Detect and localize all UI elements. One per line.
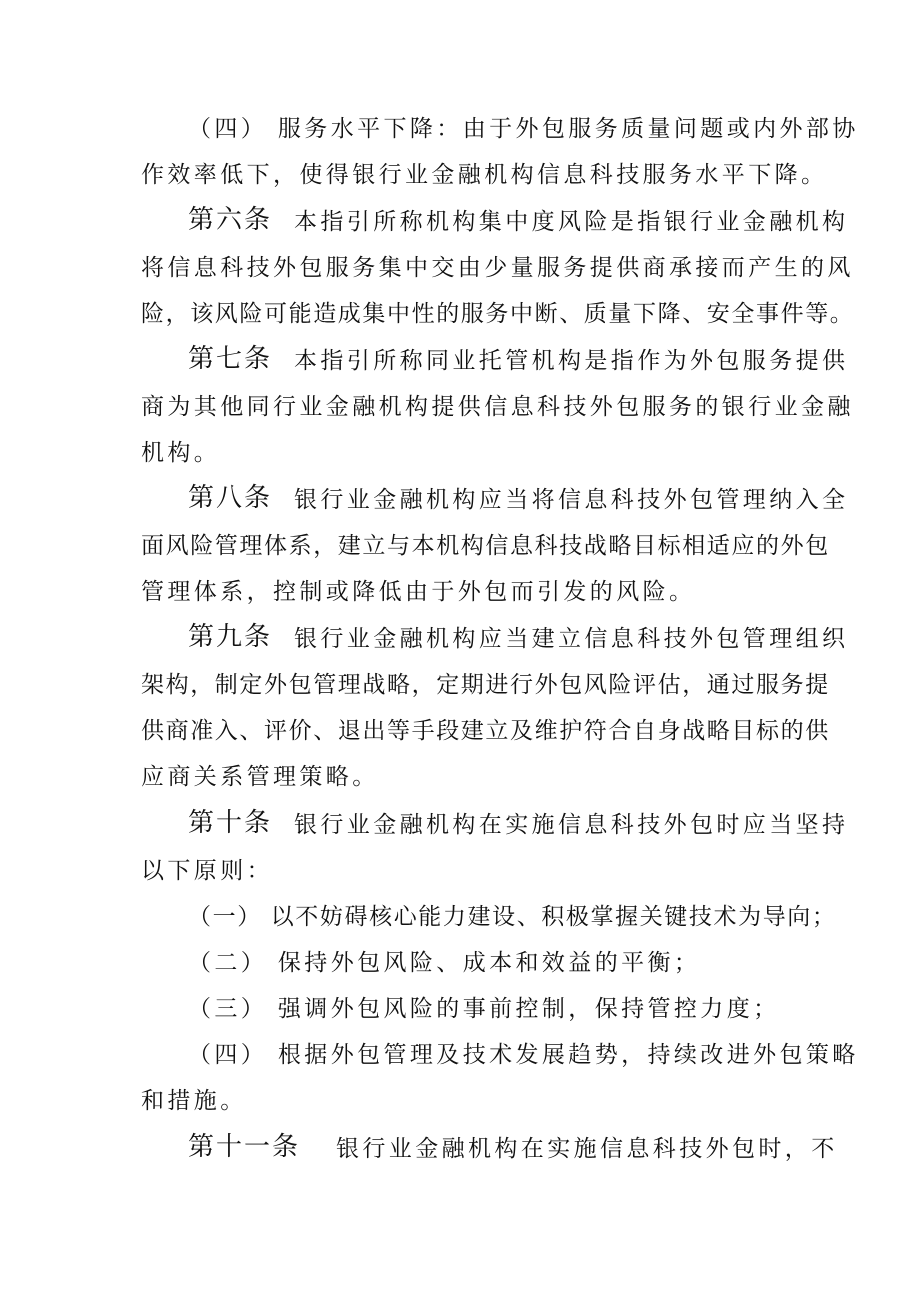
principle-4-line-1: （四） 根据外包管理及技术发展趋势，持续改进外包策略 [188,1042,859,1068]
principle-4-line-2: 和措施。 [141,1088,247,1114]
article-9-line-4: 应商关系管理策略。 [141,764,379,790]
principle-1: （一） 以不妨碍核心能力建设、积极掌握关键技术为导向； [188,904,837,930]
article-7-line-2: 商为其他同行业金融机构提供信息科技外包服务的银行业金融 [141,394,854,420]
article-7-line-1: 本指引所称同业托管机构是指作为外包服务提供 [294,348,849,374]
article-11-line-1: 银行业金融机构在实施信息科技外包时，不 [336,1136,838,1162]
article-6-heading: 第六条 [188,205,273,235]
principle-2: （二） 保持外包风险、成本和效益的平衡； [188,950,701,976]
item-4-line-1: （四） 服务水平下降：由于外包服务质量问题或内外部协 [188,116,859,142]
article-9-line-3: 供商准入、评价、退出等手段建立及维护符合自身战略目标的供 [141,718,830,744]
article-6-line-2: 将信息科技外包服务集中交由少量服务提供商承接而产生的风 [141,255,854,281]
article-10-line-2: 以下原则： [141,858,273,884]
principle-3: （三） 强调外包风险的事前控制，保持管控力度； [188,996,780,1022]
article-8-heading: 第八条 [188,483,273,513]
article-8-line-3: 管理体系，控制或降低由于外包而引发的风险。 [141,579,696,605]
article-7-heading: 第七条 [188,344,273,374]
article-8-line-2: 面风险管理体系，建立与本机构信息科技战略目标相适应的外包 [141,533,830,559]
article-9-heading: 第九条 [188,622,273,652]
article-7-line-3: 机构。 [141,440,221,466]
article-10-heading: 第十条 [188,808,273,838]
article-6-line-1: 本指引所称机构集中度风险是指银行业金融机构 [294,209,849,235]
article-9-line-1: 银行业金融机构应当建立信息科技外包管理组织 [294,626,849,652]
article-10-line-1: 银行业金融机构在实施信息科技外包时应当坚持 [294,812,849,838]
article-11-heading: 第十一条 [188,1132,301,1162]
item-4-line-2: 作效率低下，使得银行业金融机构信息科技服务水平下降。 [141,162,828,188]
article-6-line-3: 险，该风险可能造成集中性的服务中断、质量下降、安全事件等。 [141,301,855,327]
article-9-line-2: 架构，制定外包管理战略，定期进行外包风险评估，通过服务提 [141,672,830,698]
article-8-line-1: 银行业金融机构应当将信息科技外包管理纳入全 [294,487,849,513]
